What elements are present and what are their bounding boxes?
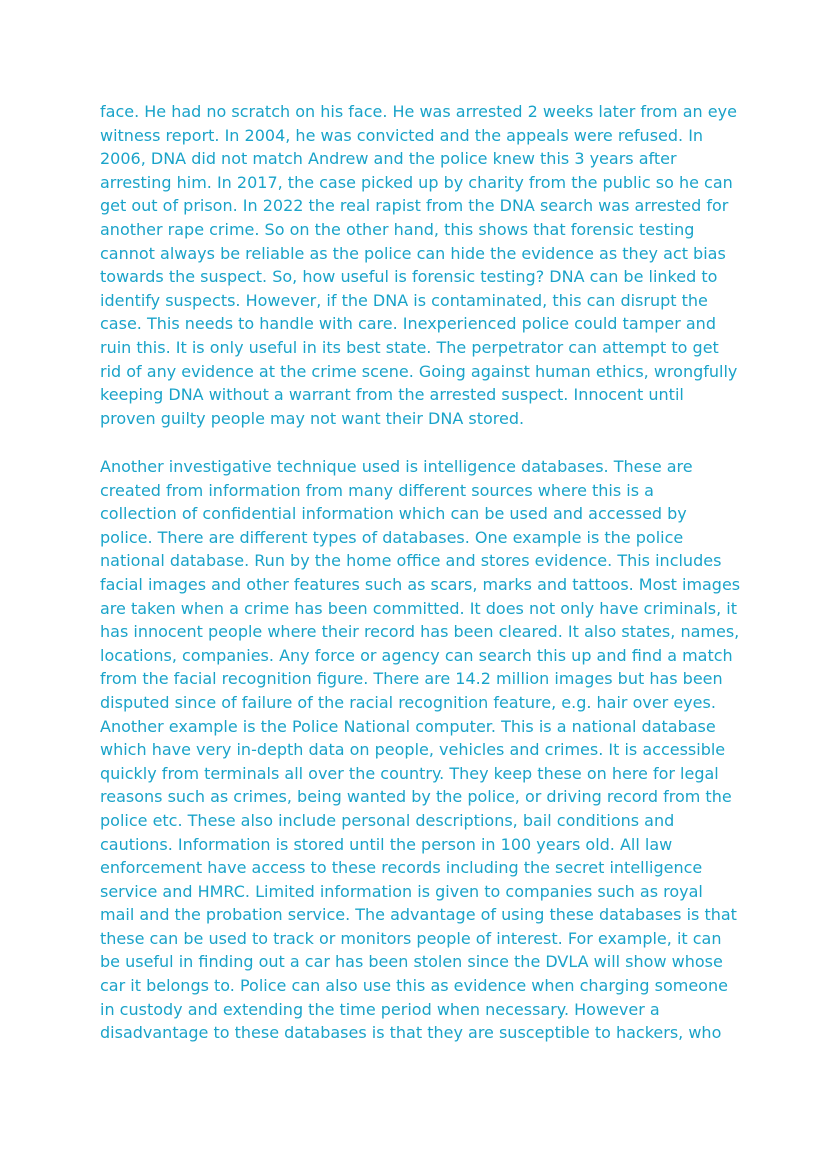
text-line: car it belongs to. Police can also use this as evidence when charging someone — [100, 976, 728, 996]
text-line: get out of prison. In 2022 the real rapist from the DNA search was arrested for — [100, 196, 729, 216]
text-line: 2006, DNA did not match Andrew and the police knew this 3 years after — [100, 149, 677, 169]
text-line: cannot always be reliable as the police can hide the evidence as they act bias — [100, 243, 726, 263]
text-line: rid of any evidence at the crime scene. Going against human ethics, wrongfully — [100, 361, 738, 381]
text-line: these can be used to track or monitors people of interest. For example, it can — [100, 928, 722, 948]
text-line: created from information from many different sources where this is a — [100, 480, 654, 500]
text-line: which have very in-depth data on people, vehicles and crimes. It is accessible — [100, 740, 726, 760]
text-line: arresting him. In 2017, the case picked up by charity from the public so he can — [100, 172, 733, 192]
text-line: collection of confidential information which can be used and accessed by — [100, 504, 687, 524]
text-line: police. There are different types of databases. One example is the police — [100, 527, 684, 547]
text-line: locations, companies. Any force or agency can search this up and find a match — [100, 645, 733, 665]
text-line: are taken when a crime has been committed. It does not only have criminals, it — [100, 598, 738, 618]
text-line: towards the suspect. So, how useful is forensic testing? DNA can be linked to — [100, 267, 718, 287]
text-line: be useful in finding out a car has been stolen since the DVLA will show whose — [100, 952, 723, 972]
text-line: Another example is the Police National computer. This is a national database — [100, 716, 716, 736]
text-line: keeping DNA without a warrant from the arrested suspect. Innocent until — [100, 385, 684, 405]
text-line: from the facial recognition figure. There are 14.2 million images but has been — [100, 669, 723, 689]
text-line: in custody and extending the time period when necessary. However a — [100, 999, 660, 1019]
text-line: mail and the probation service. The advantage of using these databases is that — [100, 905, 737, 925]
text-line: service and HMRC. Limited information is given to companies such as royal — [100, 881, 703, 901]
text-line: enforcement have access to these records including the secret intelligence — [100, 858, 703, 878]
paragraph-forensic-testing — [100, 100, 740, 430]
text-line: reasons such as crimes, being wanted by the police, or driving record from the — [100, 787, 732, 807]
text-line: witness report. In 2004, he was convicted and the appeals were refused. In — [100, 125, 704, 145]
text-line: face. He had no scratch on his face. He was arrested 2 weeks later from an eye — [100, 102, 737, 121]
text-line: police etc. These also include personal descriptions, bail conditions and — [100, 810, 675, 830]
text-line: quickly from terminals all over the country. They keep these on here for legal — [100, 763, 719, 783]
text-line: another rape crime. So on the other hand, this shows that forensic testing — [100, 219, 695, 239]
text-line: Another investigative technique used is intelligence databases. These are — [100, 457, 693, 476]
text-line: proven guilty people may not want their DNA stored. — [100, 408, 525, 428]
text-line: disputed since of failure of the racial recognition feature, e.g. hair over eyes. — [100, 692, 716, 712]
text-line: disadvantage to these databases is that they are susceptible to hackers, who — [100, 1023, 722, 1043]
text-line: has innocent people where their record has been cleared. It also states, names, — [100, 622, 740, 642]
text-line: ruin this. It is only useful in its best state. The perpetrator can attempt to get — [100, 337, 719, 357]
text-line: identify suspects. However, if the DNA is contaminated, this can disrupt the — [100, 290, 708, 310]
text-line: case. This needs to handle with care. Inexperienced police could tamper and — [100, 314, 716, 334]
text-line: cautions. Information is stored until the person in 100 years old. All law — [100, 834, 673, 854]
text-line: national database. Run by the home office and stores evidence. This includes — [100, 551, 722, 571]
paragraph-intelligence-databases — [100, 455, 740, 1045]
text-line: facial images and other features such as scars, marks and tattoos. Most images — [100, 574, 741, 594]
